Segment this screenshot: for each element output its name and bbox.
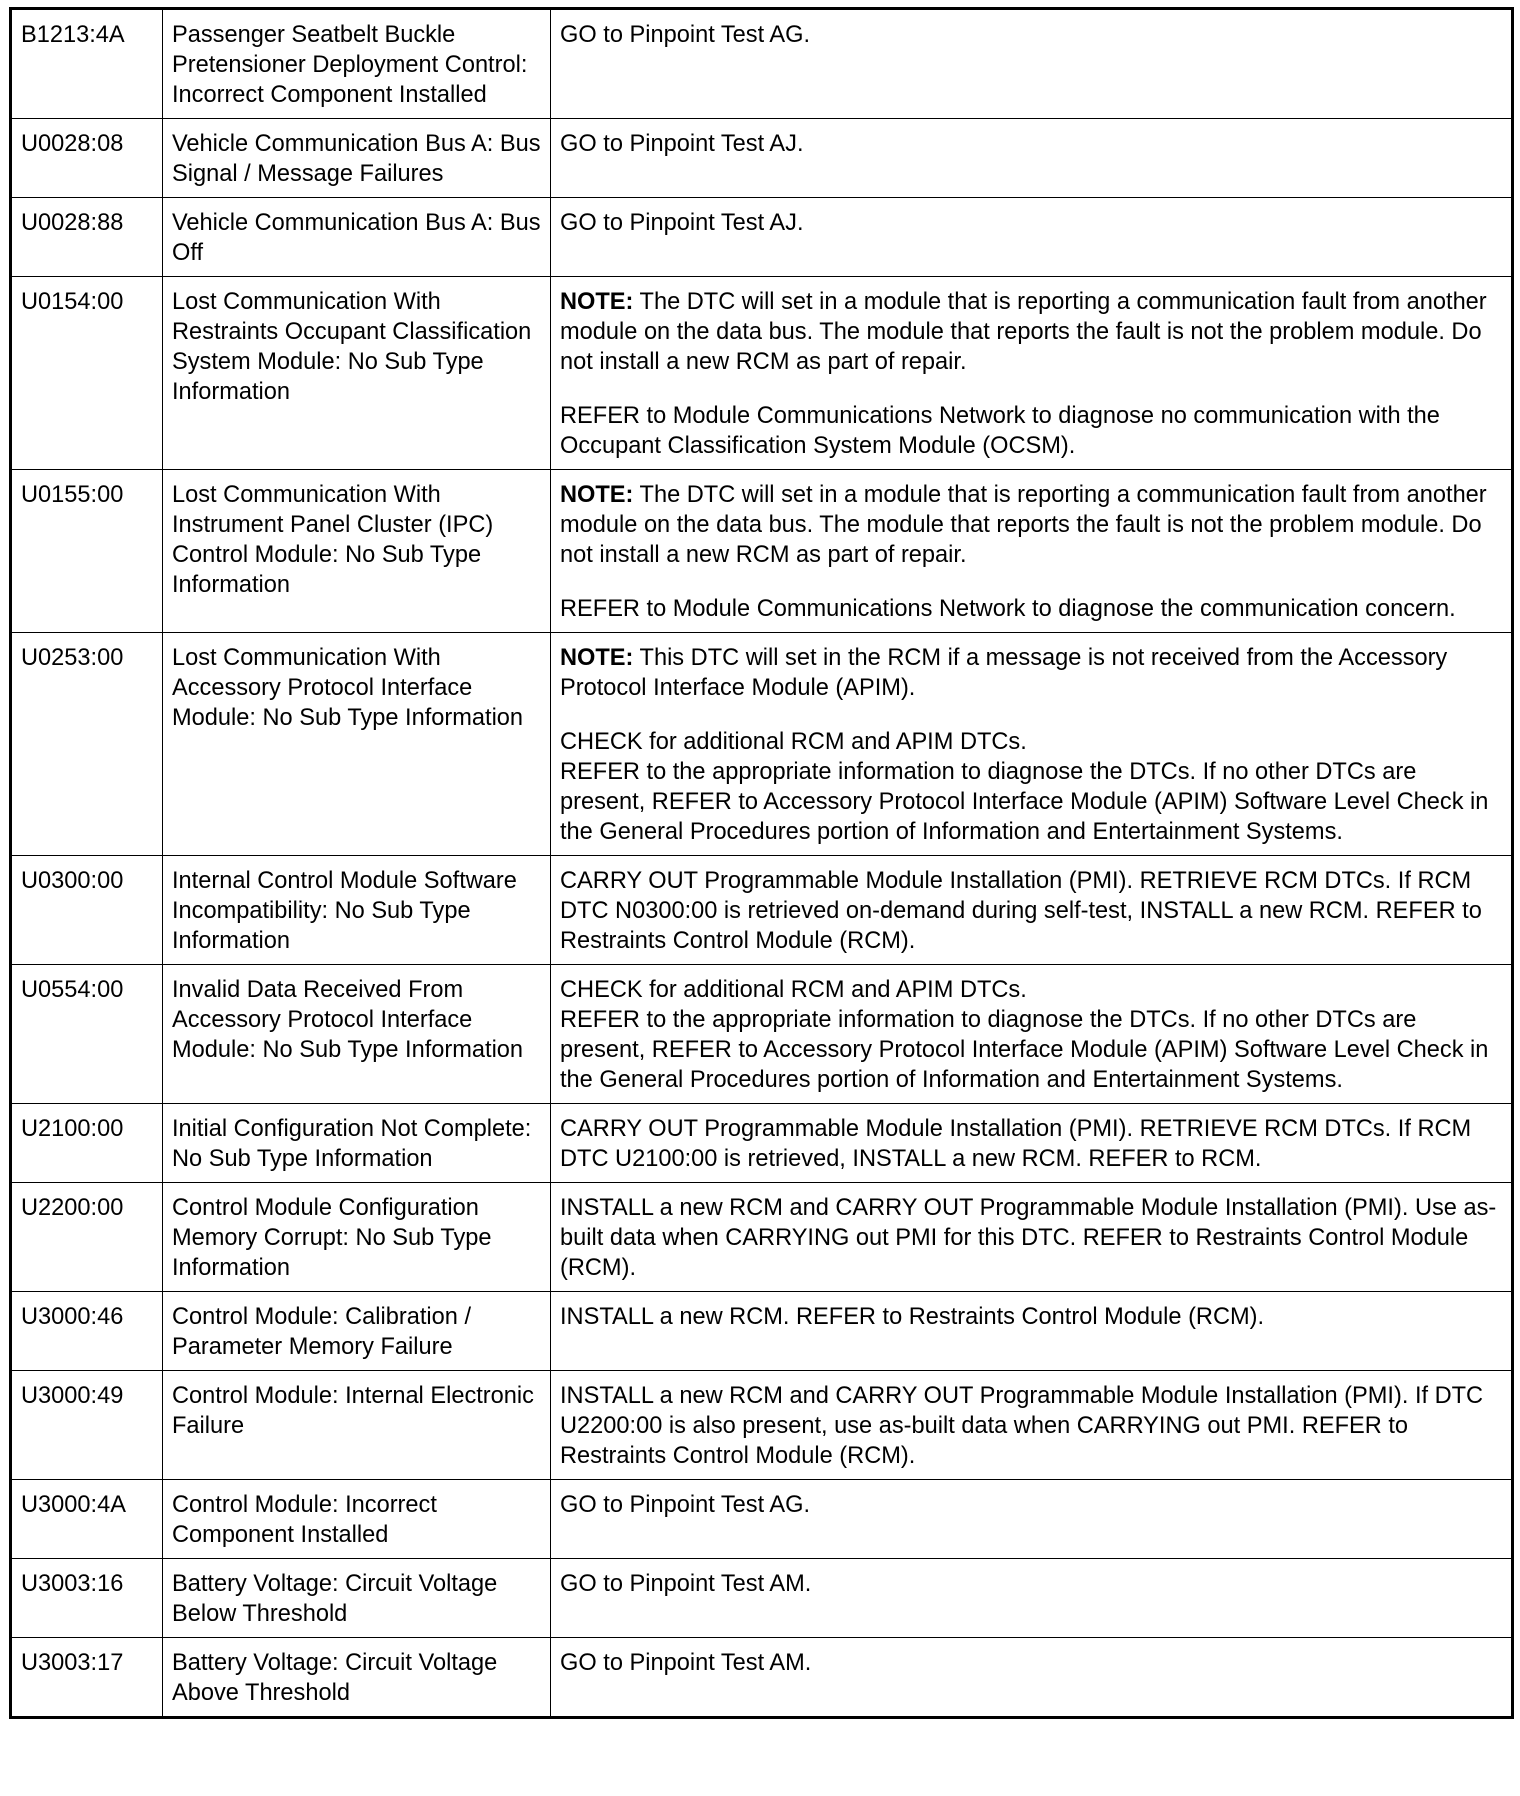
action-paragraph [560,129,1503,159]
action-paragraph [560,1302,1503,1332]
dtc-description: Battery Voltage: Circuit Voltage Above Threshold [163,1638,551,1718]
dtc-description: Lost Communication With Restraints Occupant Classification System Module: No Sub Type Information [163,277,551,470]
action-text: GO to Pinpoint Test AG. [560,1492,811,1518]
action-paragraph [560,1569,1503,1599]
dtc-action [551,470,1513,633]
dtc-code: U0154:00 [11,277,163,470]
dtc-action [551,1480,1513,1559]
action-paragraph [560,1114,1503,1174]
dtc-description: Invalid Data Received From Accessory Protocol Interface Module: No Sub Type Information [163,965,551,1104]
table-row [11,119,1513,198]
action-paragraph [560,1381,1503,1471]
dtc-code: U3000:46 [11,1292,163,1371]
dtc-action [551,1183,1513,1292]
dtc-action [551,1638,1513,1718]
dtc-table-body [11,9,1513,1718]
table-row [11,277,1513,470]
table-row [11,1638,1513,1718]
dtc-action [551,965,1513,1104]
table-row [11,1480,1513,1559]
note-label: NOTE: [560,645,634,671]
dtc-action [551,9,1513,119]
dtc-description: Control Module: Calibration / Parameter Memory Failure [163,1292,551,1371]
dtc-action [551,1371,1513,1480]
dtc-code: B1213:4A [11,9,163,119]
dtc-table [9,7,1514,1719]
table-row [11,1559,1513,1638]
action-text: GO to Pinpoint Test AM. [560,1650,812,1676]
dtc-action [551,277,1513,470]
action-text: CARRY OUT Programmable Module Installation (PMI). RETRIEVE RCM DTCs. If RCM DTC U2100:00 is retrieved, INSTALL a new RCM. REFER to RCM. [560,1116,1472,1172]
action-text: GO to Pinpoint Test AJ. [560,210,804,236]
dtc-description: Control Module: Incorrect Component Installed [163,1480,551,1559]
dtc-action [551,856,1513,965]
table-row [11,9,1513,119]
action-text: INSTALL a new RCM. REFER to Restraints Control Module (RCM). [560,1304,1265,1330]
action-paragraph [560,287,1503,377]
table-row [11,1292,1513,1371]
action-text: INSTALL a new RCM and CARRY OUT Programmable Module Installation (PMI). If DTC U2200:00 is also present, use as-built data when CARRYING out PMI. REFER to Restraints Control Module (RCM). [560,1383,1484,1469]
dtc-description: Vehicle Communication Bus A: Bus Off [163,198,551,277]
dtc-description: Control Module: Internal Electronic Failure [163,1371,551,1480]
action-text: CARRY OUT Programmable Module Installation (PMI). RETRIEVE RCM DTCs. If RCM DTC N0300:00 is retrieved on-demand during self-test, INSTALL a new RCM. REFER to Restraints Control Module (RCM). [560,868,1482,954]
action-paragraph [560,1490,1503,1520]
dtc-code: U3000:49 [11,1371,163,1480]
dtc-description: Battery Voltage: Circuit Voltage Below Threshold [163,1559,551,1638]
table-row [11,1371,1513,1480]
dtc-description: Control Module Configuration Memory Corrupt: No Sub Type Information [163,1183,551,1292]
action-paragraph [560,208,1503,238]
action-text: CHECK for additional RCM and APIM DTCs. [560,977,1027,1003]
table-row [11,1183,1513,1292]
table-row [11,633,1513,856]
table-row [11,1104,1513,1183]
action-text: REFER to the appropriate information to diagnose the DTCs. If no other DTCs are present, REFER to Accessory Protocol Interface Module (APIM) Software Level Check in the General Procedures portion of Information and Entertainment Systems. [560,759,1489,845]
note-label: NOTE: [560,482,634,508]
dtc-code: U3003:16 [11,1559,163,1638]
action-paragraph [560,1193,1503,1283]
action-text: INSTALL a new RCM and CARRY OUT Programmable Module Installation (PMI). Use as-built data when CARRYING out PMI for this DTC. REFER to Restraints Control Module (RCM). [560,1195,1497,1281]
action-paragraph [560,1648,1503,1678]
action-paragraph [560,643,1503,703]
dtc-description: Internal Control Module Software Incompatibility: No Sub Type Information [163,856,551,965]
dtc-code: U3003:17 [11,1638,163,1718]
dtc-code: U0028:08 [11,119,163,198]
dtc-description: Lost Communication With Accessory Protocol Interface Module: No Sub Type Information [163,633,551,856]
note-label: NOTE: [560,289,634,315]
dtc-action [551,198,1513,277]
dtc-description: Passenger Seatbelt Buckle Pretensioner Deployment Control: Incorrect Component Installed [163,9,551,119]
action-paragraph [560,866,1503,956]
dtc-action [551,119,1513,198]
table-row [11,856,1513,965]
dtc-description: Lost Communication With Instrument Panel Cluster (IPC) Control Module: No Sub Type Information [163,470,551,633]
action-text: The DTC will set in a module that is reporting a communication fault from another module on the data bus. The module that reports the fault is not the problem module. Do not install a new RCM as part of repair. [560,289,1487,375]
dtc-action [551,633,1513,856]
dtc-description: Vehicle Communication Bus A: Bus Signal / Message Failures [163,119,551,198]
table-row [11,965,1513,1104]
dtc-action [551,1292,1513,1371]
table-row [11,198,1513,277]
action-paragraph [560,975,1503,1095]
dtc-code: U0554:00 [11,965,163,1104]
dtc-code: U0300:00 [11,856,163,965]
action-text: REFER to Module Communications Network to diagnose the communication concern. [560,596,1456,622]
dtc-description: Initial Configuration Not Complete: No Sub Type Information [163,1104,551,1183]
action-text: The DTC will set in a module that is reporting a communication fault from another module on the data bus. The module that reports the fault is not the problem module. Do not install a new RCM as part of repair. [560,482,1487,568]
action-text: REFER to the appropriate information to diagnose the DTCs. If no other DTCs are present, REFER to Accessory Protocol Interface Module (APIM) Software Level Check in the General Procedures portion of Information and Entertainment Systems. [560,1007,1489,1093]
action-text: GO to Pinpoint Test AM. [560,1571,812,1597]
action-paragraph [560,20,1503,50]
dtc-code: U2200:00 [11,1183,163,1292]
action-paragraph [560,594,1503,624]
action-text: REFER to Module Communications Network to diagnose no communication with the Occupant Classification System Module (OCSM). [560,403,1440,459]
action-paragraph [560,480,1503,570]
dtc-code: U0155:00 [11,470,163,633]
dtc-code: U3000:4A [11,1480,163,1559]
dtc-code: U0028:88 [11,198,163,277]
dtc-action [551,1104,1513,1183]
action-text: This DTC will set in the RCM if a message is not received from the Accessory Protocol Interface Module (APIM). [560,645,1448,701]
action-text: CHECK for additional RCM and APIM DTCs. [560,729,1027,755]
dtc-action [551,1559,1513,1638]
action-paragraph [560,727,1503,847]
table-row [11,470,1513,633]
action-paragraph [560,401,1503,461]
action-text: GO to Pinpoint Test AJ. [560,131,804,157]
action-text: GO to Pinpoint Test AG. [560,22,811,48]
dtc-code: U0253:00 [11,633,163,856]
dtc-code: U2100:00 [11,1104,163,1183]
